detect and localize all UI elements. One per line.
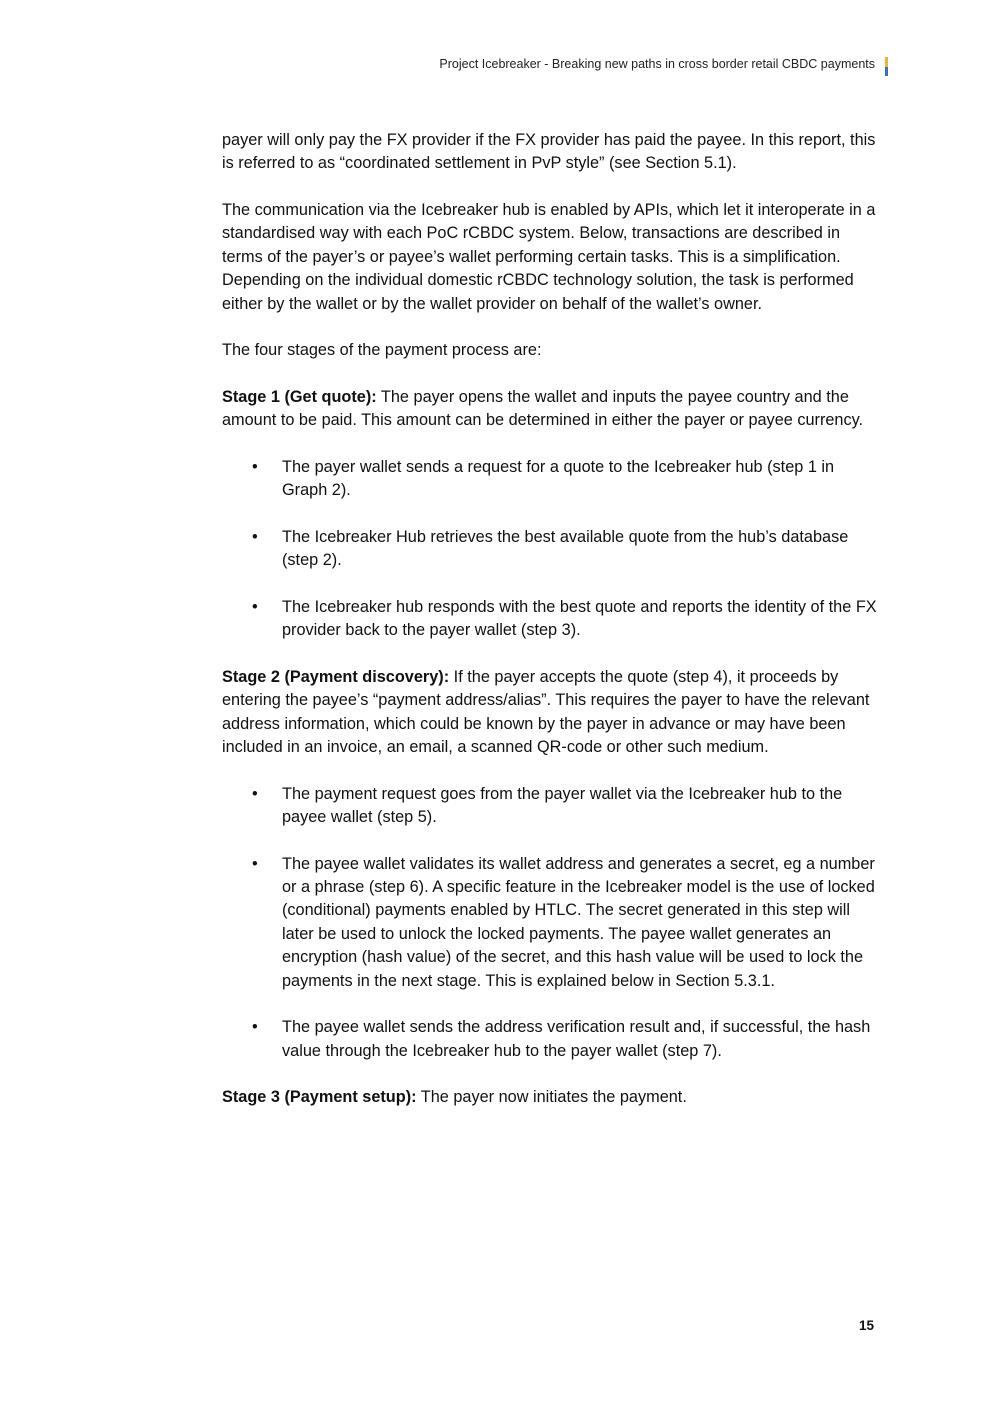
list-item-text: The Icebreaker hub responds with the best quote and reports the identity of the FX provider back to the payer wallet (step 3). [282,597,877,640]
bullet-icon: • [252,597,258,616]
stage-3-text: The payer now initiates the payment. [416,1088,687,1107]
stage-1-label: Stage 1 ( [222,387,290,406]
list-item [222,853,877,993]
stage-2-label: Stage 2 ( [222,667,290,686]
stage-3-label: Stage 3 ( [222,1088,290,1107]
stage-1-name: Get quote [289,387,366,406]
bullet-icon: • [252,784,258,803]
page-number: 15 [858,1318,874,1333]
paragraph-continuation: payer will only pay the FX provider if the FX provider has paid the payee. In this report, this is referred to as “coordinated settlement in PvP style” (see Section 5.1). [222,131,876,173]
list-item [222,456,877,503]
running-header: Project Icebreaker - Breaking new paths in cross border retail CBDC payments [439,57,875,71]
stage-1-paragraph [222,386,877,433]
list-item [222,1016,877,1063]
list-item [222,526,877,573]
paragraph-four-stages: The four stages of the payment process are: [222,341,542,360]
stage-1-text: The payer opens the wallet and inputs the payee country and the amount to be paid. This amount can be determined in either the payer or payee currency. [222,387,864,430]
stage-2-suffix: ): [438,667,450,686]
bullet-icon: • [252,854,258,873]
stage-2-bullet-list [222,783,877,1063]
bullet-icon: • [252,457,258,476]
list-item-text: The Icebreaker Hub retrieves the best available quote from the hub’s database (step 2). [282,527,849,570]
list-item-text: The payer wallet sends a request for a quote to the Icebreaker hub (step 1 in Graph 2). [282,457,835,500]
stage-3-name: Payment setup [289,1088,406,1107]
body-text [222,129,877,1133]
stage-1-bullet-list [222,456,877,643]
list-item-text: The payee wallet validates its wallet address and generates a secret, eg a number or a phrase (step 6). A specific feature in the Icebreaker model is the use of locked (conditional) payments enabled by HTLC. The secret generated in this step will later be used to unlock the locked payments. The payee wallet generates an encryption (hash value) of the secret, and this hash value will be used to lock the payments in the next stage. This is explained below in Section 5.3.1. [282,854,875,990]
paragraph-communication: The communication via the Icebreaker hub is enabled by APIs, which let it interoperate in a standardised way with each PoC rCBDC system. Below, transactions are described in terms of the payer’s or payee’s wallet performing certain tasks. This is a simplification. Depending on the individual domestic rCBDC technology solution, the task is performed either by the wallet or by the wallet provider on behalf of the wallet’s owner. [222,201,876,313]
list-item [222,596,877,643]
bullet-icon: • [252,527,258,546]
stage-2-paragraph [222,666,877,760]
stage-1-suffix: ): [365,387,377,406]
stage-3-suffix: ): [405,1088,417,1107]
header-accent-bottom [885,67,888,77]
stage-3-paragraph [222,1086,877,1109]
header-accent-bar [885,57,888,76]
list-item-text: The payment request goes from the payer wallet via the Icebreaker hub to the payee wallet (step 5). [282,784,843,827]
header-accent-top [885,57,888,67]
stage-2-name: Payment discovery [289,667,439,686]
bullet-icon: • [252,1018,258,1037]
stage-2-text: If the payer accepts the quote (step 4), it proceeds by entering the payee’s “payment address/alias”. This requires the payer to have the relevant address information, which could be known by the payer in advance or may have been included in an invoice, an email, a scanned QR-code or other such medium. [222,667,870,757]
list-item [222,783,877,830]
list-item-text: The payee wallet sends the address verification result and, if successful, the hash value through the Icebreaker hub to the payer wallet (step 7). [282,1018,871,1060]
